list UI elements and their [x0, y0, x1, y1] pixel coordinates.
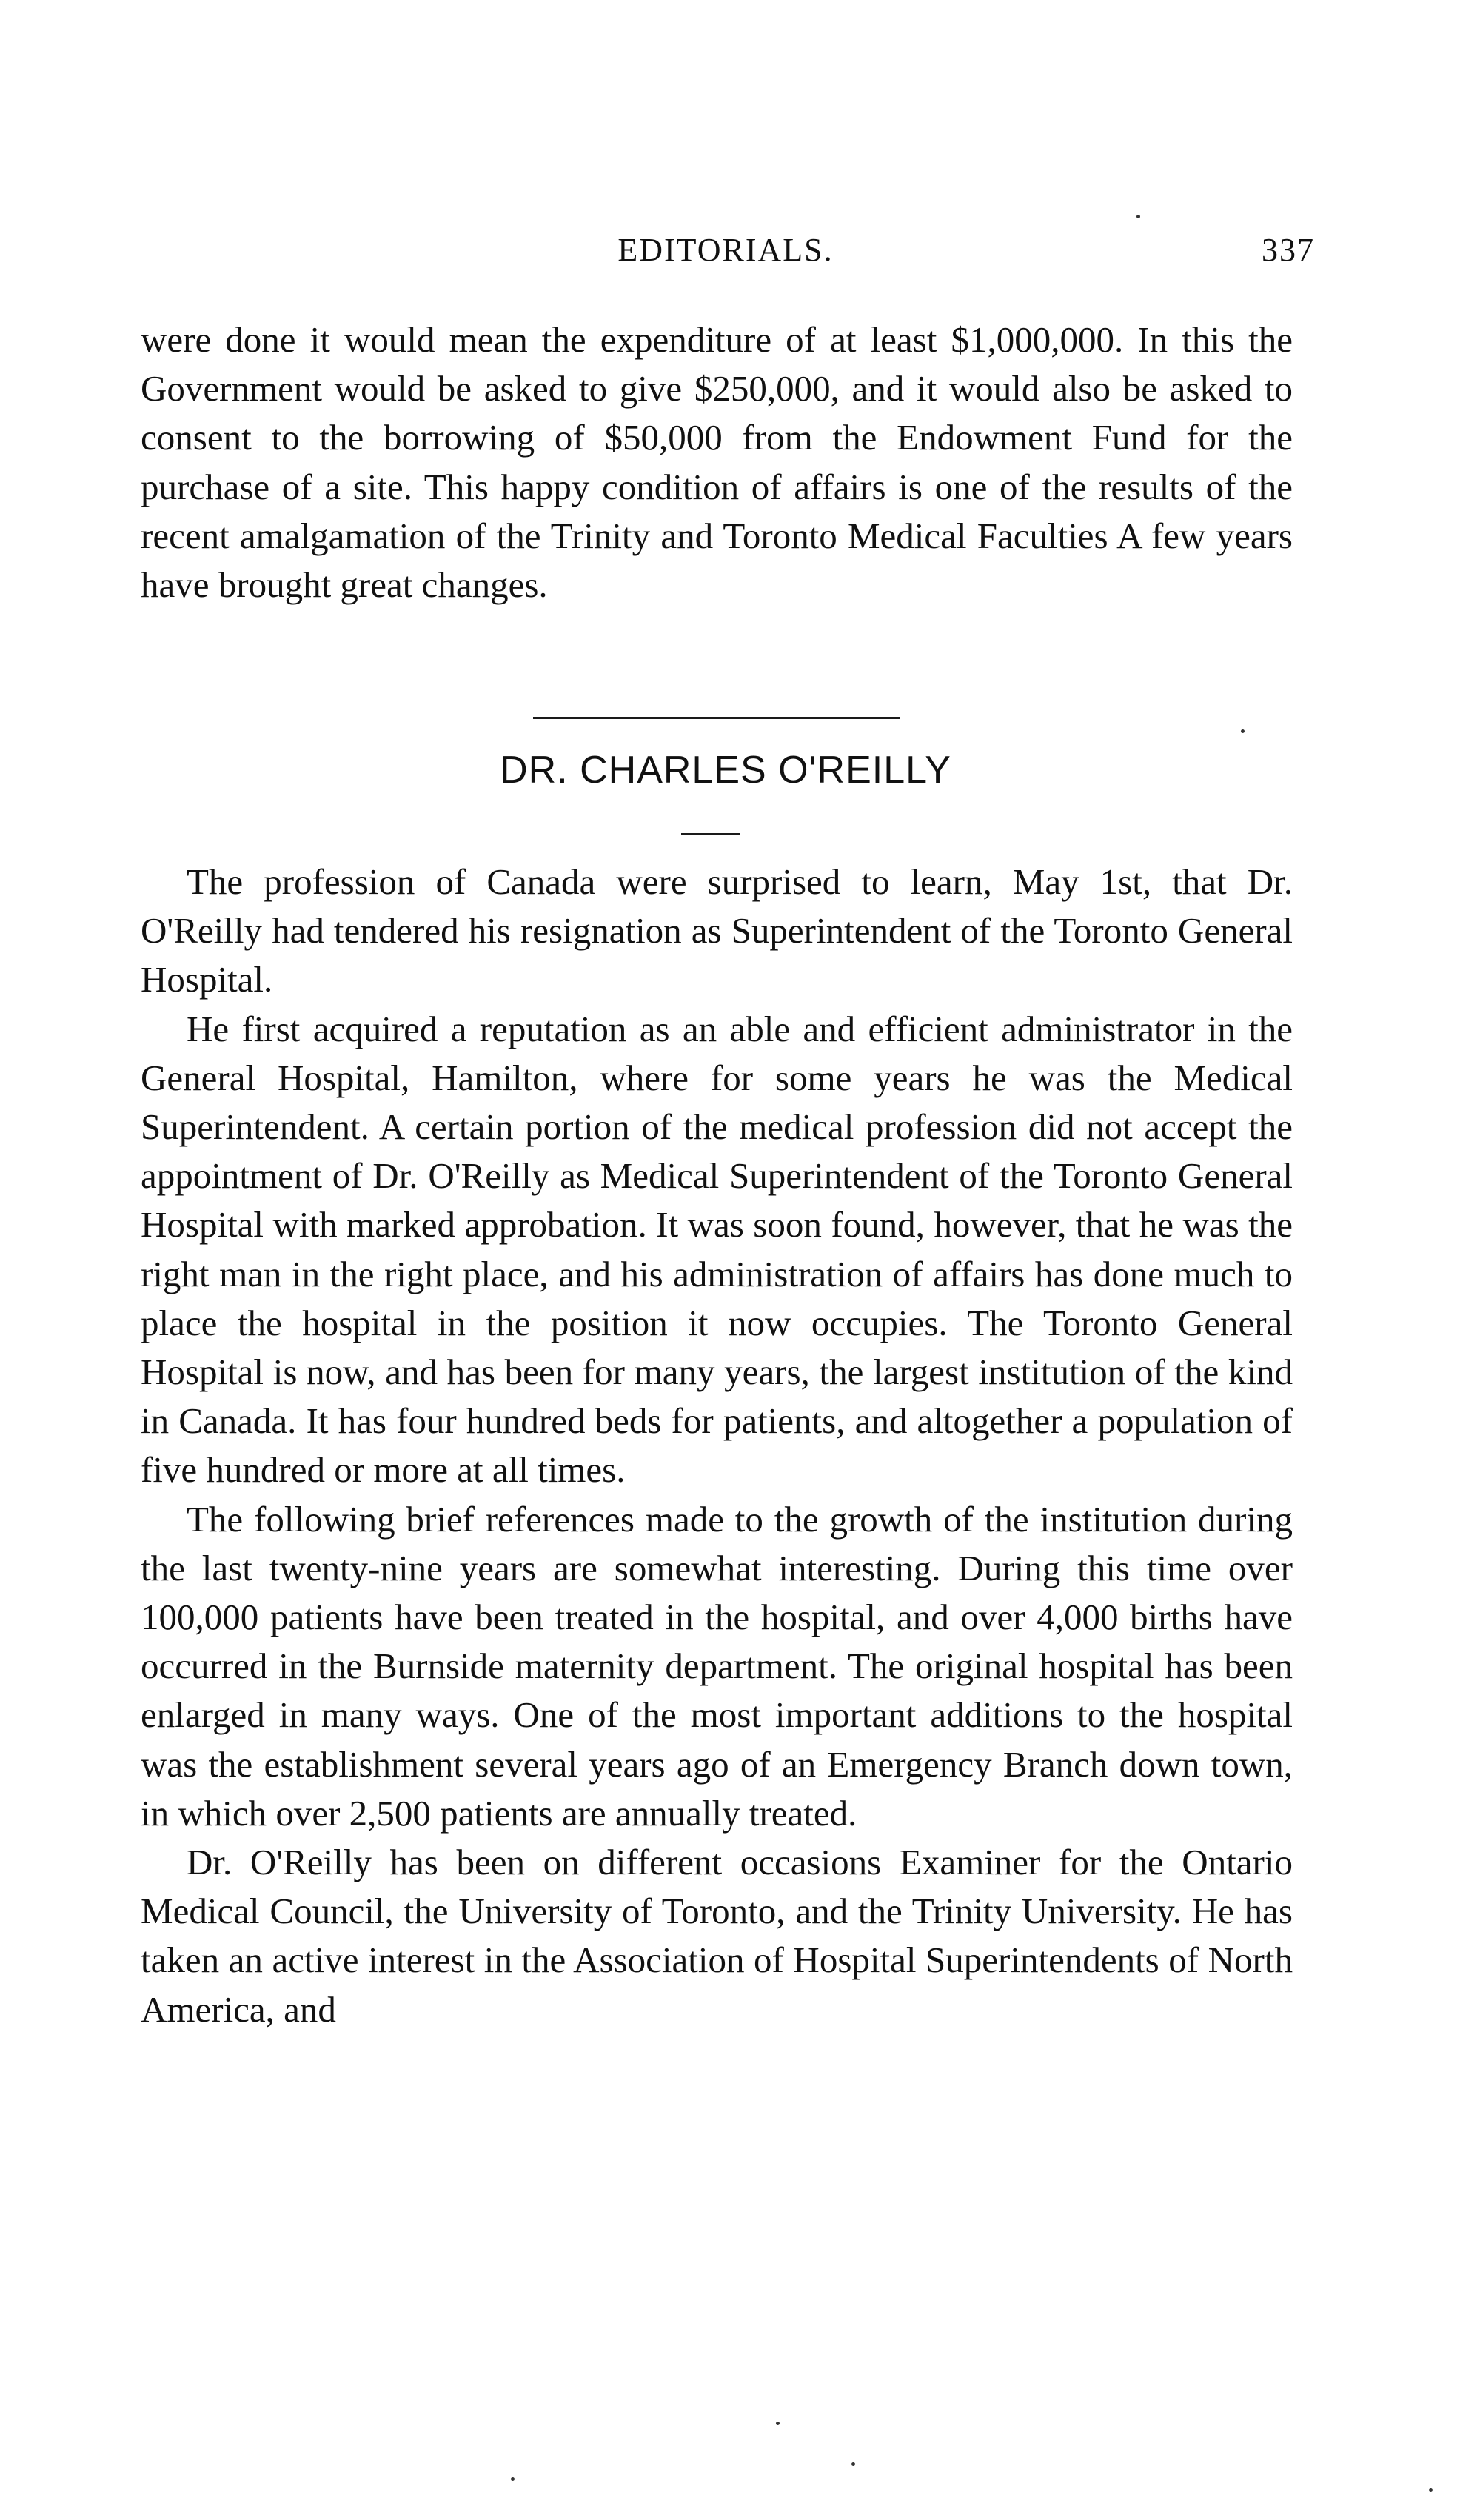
print-speck	[1136, 215, 1140, 218]
running-head: EDITORIALS.	[617, 232, 834, 268]
print-speck	[776, 2422, 780, 2425]
page-header	[136, 231, 1315, 275]
article-body	[141, 858, 1293, 2034]
article-paragraph: He first acquired a reputation as an able and efficient administrator in the General Hospital, Hamilton, where for some years he was the Medical Superintendent. A certain portion of the medical profession did not accept the appointment of Dr. O'Reilly as Medical Superintendent of the Toronto General Hospital with marked approbation. It was soon found, however, that he was the right man in the right place, and his administration of affairs has done much to place the hospital in the position it now occupies. The Toronto General Hospital is now, and has been for many years, the largest institution of the kind in Canada. It has four hundred beds for patients, and altogether a population of five hundred or more at all times.	[141, 1008, 1293, 1491]
article-paragraph: The following brief references made to the growth of the institution during the last twenty-nine years are somewhat interesting. During this time over 100,000 patients have been treated in the hospital, and over 4,000 births have occurred in the Burnside maternity department. The original hospital has been enlarged in many ways. One of the most important additions to the hospital was the establishment several years ago of an Emergency Branch down town, in which over 2,500 patients are annually treated.	[141, 1498, 1293, 1834]
article-paragraph: Dr. O'Reilly has been on different occasions Examiner for the Ontario Medical Council, the University of Toronto, and the Trinity University. He has taken an active interest in the Association of Hospital Superintendents of North America, and	[141, 1842, 1293, 2030]
continued-text	[141, 315, 1293, 609]
print-speck	[511, 2477, 515, 2481]
print-speck	[1241, 729, 1245, 733]
continued-paragraph: were done it would mean the expenditure of at least $1,000,000. In this the Government would be asked to give $250,000, and it would also be asked to consent to the borrowing of $50,000 from the Endowment Fund for the purchase of a site. This happy condition of affairs is one of the results of the recent amalgamation of the Trinity and Toronto Medical Faculties A few years have brought great changes.	[141, 319, 1293, 606]
article-paragraph: The profession of Canada were surprised to learn, May 1st, that Dr. O'Reilly had tendered his resignation as Superintendent of the Toronto General Hospital.	[141, 861, 1293, 1000]
section-divider	[533, 717, 900, 719]
title-underline	[681, 833, 740, 835]
print-speck	[851, 2462, 855, 2466]
page-number: 337	[1262, 232, 1315, 268]
article-title: DR. CHARLES O'REILLY	[500, 749, 951, 792]
print-speck	[1429, 2488, 1433, 2492]
